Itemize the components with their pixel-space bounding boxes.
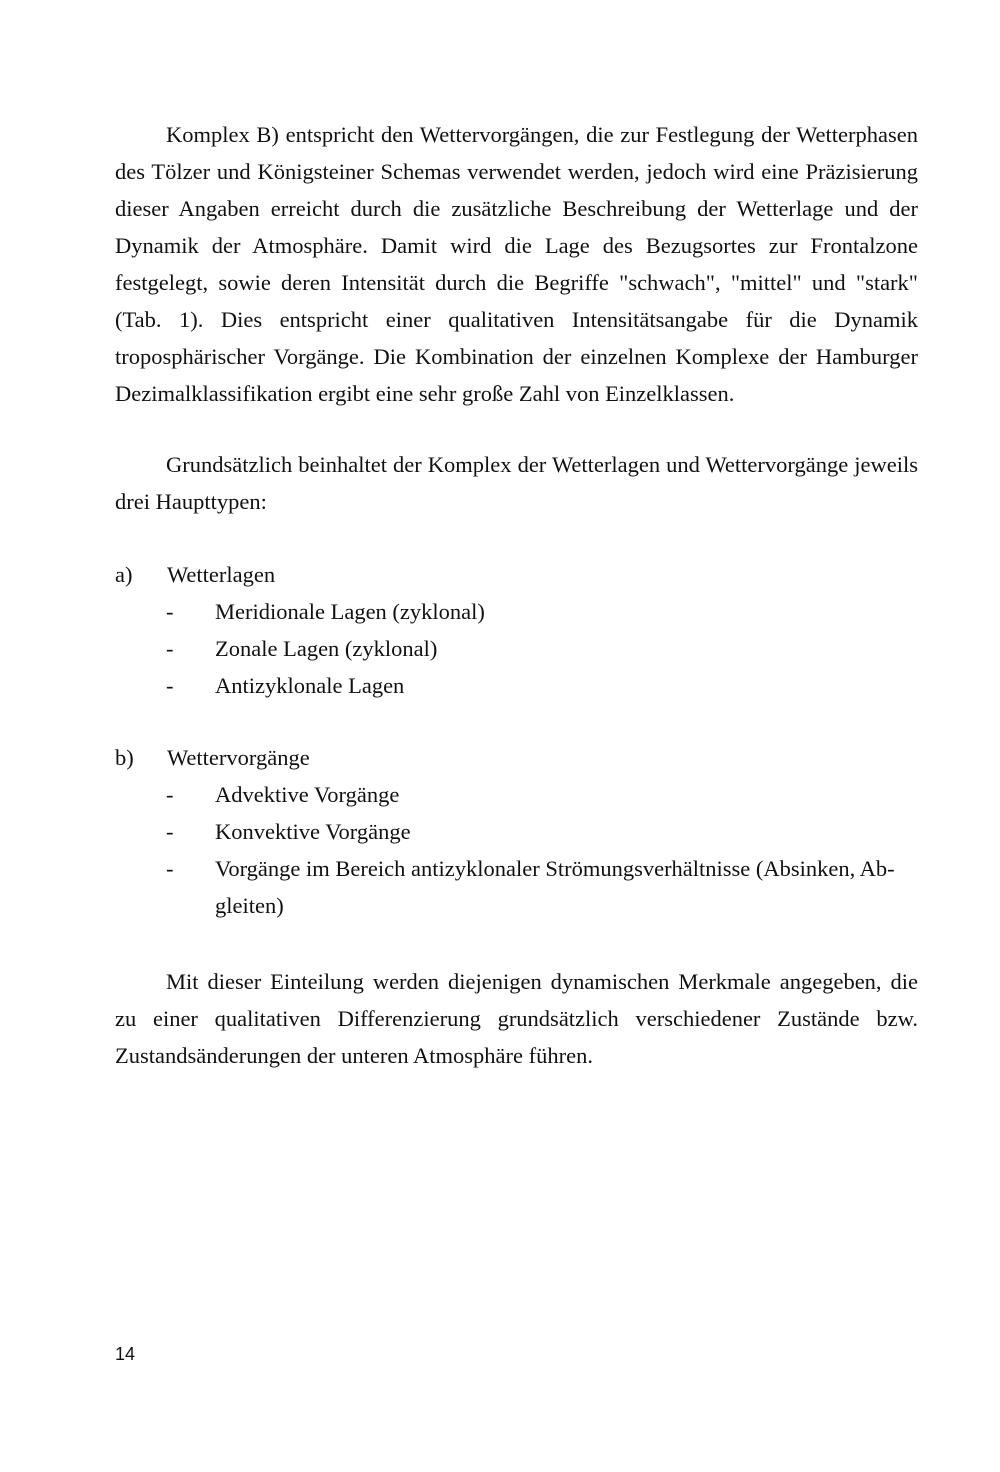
list-item xyxy=(115,593,918,630)
list-title: Wettervorgänge xyxy=(167,745,310,770)
list-dash: - xyxy=(166,782,174,807)
list-item xyxy=(115,850,918,924)
list-item xyxy=(115,667,918,704)
list-item xyxy=(115,813,918,850)
list-item xyxy=(115,630,918,667)
list-item xyxy=(115,776,918,813)
list-heading xyxy=(115,556,918,593)
list-dash: - xyxy=(166,856,174,881)
list-item-text: Antizyklonale Lagen xyxy=(215,673,405,698)
list-wettervorgaenge xyxy=(115,739,918,924)
page-number: 14 xyxy=(115,1344,136,1364)
list-item-text: Vorgänge im Bereich antizyklonaler Strömungsverhältnisse (Absinken, Abgleiten) xyxy=(215,856,895,918)
list-letter: b) xyxy=(115,745,134,770)
list-letter: a) xyxy=(115,562,133,587)
list-wetterlagen xyxy=(115,556,918,704)
paragraph-hamburg-classification: Komplex B) entspricht den Wettervorgängen, die zur Festlegung der Wetterphasen des Tölzer und Königsteiner Schemas verwendet werden, jedoch wird eine Präzisierung dieser Angaben erreicht durch die zusätzliche Beschreibung der Wetterlage und der Dynamik der Atmosphäre. Damit wird die Lage des Bezugsortes zur Frontalzone festgelegt, sowie deren Intensität durch die Begriffe "schwach", "mittel" und "stark" (Tab. 1). Dies entspricht einer qualitativen Intensitätsangabe für die Dynamik troposphärischer Vorgänge. Die Kombination der einzelnen Komplexe der Hamburger Dezimalklassifikation ergibt eine sehr große Zahl von Einzelklassen. xyxy=(115,122,918,406)
list-dash: - xyxy=(166,599,174,624)
list-dash: - xyxy=(166,819,174,844)
list-item-text: Zonale Lagen (zyklonal) xyxy=(215,636,438,661)
list-item-text: Meridionale Lagen (zyklonal) xyxy=(215,599,485,624)
paragraph-dynamic-features: Mit dieser Einteilung werden diejenigen dynamischen Merkmale angegeben, die zu einer qualitativen Differenzierung grundsätzlich verschiedener Zustände bzw. Zustandsänderungen der unteren Atmosphäre führen. xyxy=(115,969,918,1068)
list-heading xyxy=(115,739,918,776)
list-dash: - xyxy=(166,636,174,661)
list-item-text: Advektive Vorgänge xyxy=(215,782,400,807)
list-item-text: Konvektive Vorgänge xyxy=(215,819,411,844)
paragraph-main-types-intro: Grundsätzlich beinhaltet der Komplex der Wetterlagen und Wettervorgänge jeweils drei Haupttypen: xyxy=(115,452,918,514)
list-dash: - xyxy=(166,673,174,698)
list-title: Wetterlagen xyxy=(167,562,276,587)
